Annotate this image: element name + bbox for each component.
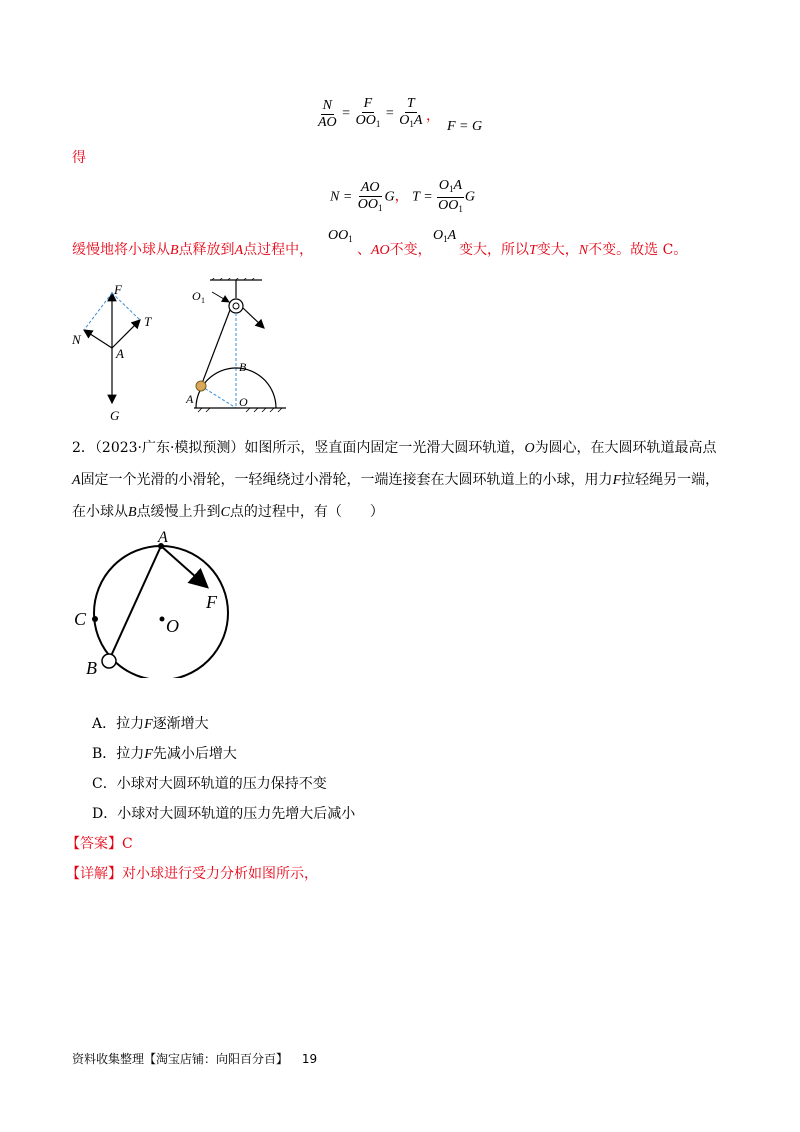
label-n: N xyxy=(72,332,81,347)
var-a: A xyxy=(72,473,81,488)
option-a[interactable] xyxy=(92,714,209,735)
option-text: B．拉力 xyxy=(92,746,145,762)
force-n-arrow xyxy=(84,330,112,348)
force-diagram xyxy=(60,278,170,426)
text: 点释放到 xyxy=(178,242,235,258)
label-g: G xyxy=(110,408,120,423)
var-b: B xyxy=(170,243,179,258)
point-c xyxy=(92,616,98,622)
question-line-2 xyxy=(72,470,719,491)
num-text: O xyxy=(438,178,450,193)
detail-text: 对小球进行受力分析如图所示， xyxy=(122,866,318,882)
option-text: 逐渐增大 xyxy=(152,716,209,732)
force-f-arrow xyxy=(161,546,206,586)
numerator: AO xyxy=(360,179,380,195)
option-var: F xyxy=(144,717,153,732)
numerator: T xyxy=(406,96,415,111)
fraction-n-ao xyxy=(316,98,339,131)
text: 拉轻绳另一端， xyxy=(621,472,720,488)
den-text: O xyxy=(399,113,410,128)
numerator xyxy=(437,178,464,198)
label-c: C xyxy=(74,609,87,629)
t-equals: T = xyxy=(412,189,433,205)
answer-value: C xyxy=(122,836,133,852)
option-b[interactable] xyxy=(92,744,237,765)
option-text: C．小球对大圆环轨道的压力保持不变 xyxy=(92,776,327,792)
pulley-diagram xyxy=(182,278,292,413)
separator: ， xyxy=(394,189,409,205)
de-label: 得 xyxy=(72,150,86,166)
var-a: A xyxy=(234,243,244,258)
conclusion-line-3 xyxy=(459,240,687,261)
label-o: O xyxy=(192,289,201,303)
var-t: T xyxy=(529,243,537,258)
numerator: N xyxy=(322,97,332,113)
text: 变大，所以 xyxy=(459,242,529,258)
subscript: 1 xyxy=(449,184,454,194)
fraction-ao-oo1 xyxy=(356,180,385,216)
rope xyxy=(201,310,230,386)
page-footer xyxy=(72,1050,317,1067)
var-o: O xyxy=(524,441,535,456)
text: 2．（2023·广东·模拟预测）如图所示，竖直面内固定一光滑大圆环轨道， xyxy=(72,440,525,456)
rope-pull-arrow xyxy=(243,308,264,328)
text: 变大， xyxy=(536,242,579,258)
question-line-1 xyxy=(72,438,717,459)
label-f: F xyxy=(206,592,217,612)
dashed-line xyxy=(112,293,140,320)
n-equals: N = xyxy=(330,189,353,205)
label-o-center: O xyxy=(239,395,248,409)
option-var: F xyxy=(144,747,153,762)
fraction-t-o1a xyxy=(397,96,424,132)
var-b: B xyxy=(128,505,137,520)
dashed-ao xyxy=(201,386,236,408)
inline-oo1 xyxy=(328,228,353,244)
o1-pointer xyxy=(212,292,229,302)
pulley-wheel xyxy=(229,299,243,313)
answer-line xyxy=(66,834,133,854)
small-ball xyxy=(102,654,116,668)
formula-result-line xyxy=(330,178,475,217)
text: 、 xyxy=(357,242,371,258)
option-text: A．拉力 xyxy=(92,716,145,732)
var-n: N xyxy=(578,243,589,258)
a-text: A xyxy=(447,228,457,243)
option-text: D．小球对大圆环轨道的压力先增大后减小 xyxy=(92,806,356,822)
formula-f-equals-g: F = G xyxy=(447,119,483,134)
dashed-line xyxy=(84,293,112,330)
text: 不变， xyxy=(389,242,432,258)
subscript: 1 xyxy=(443,234,448,244)
denominator xyxy=(354,113,383,132)
page-number: 19 xyxy=(301,1052,318,1066)
label-o: O xyxy=(166,616,179,636)
label-a: A xyxy=(116,346,124,361)
o-text: O xyxy=(433,228,444,243)
option-text: 先减小后增大 xyxy=(152,746,237,762)
num-tail: A xyxy=(453,178,463,193)
den-tail: A xyxy=(413,113,423,128)
force-t-arrow xyxy=(112,320,140,348)
detail-tag: 【详解】 xyxy=(66,866,122,882)
ball xyxy=(196,381,206,391)
var-f: F xyxy=(612,473,622,488)
pulley-axle xyxy=(233,303,239,309)
subscript: 1 xyxy=(378,202,383,213)
formula-ratio-line: $\frac{N}{AO}$ = $\frac{F}{OO_1}$ = $\frac{T}{O_1A}$ xyxy=(316,96,424,132)
den-text: OO xyxy=(357,196,379,212)
var-c: C xyxy=(220,505,230,520)
g-factor: G xyxy=(384,189,395,205)
footer-text: 资料收集整理【淘宝店铺：向阳百分百】 xyxy=(72,1052,289,1066)
oo-text: OO xyxy=(328,228,349,243)
label-t: T xyxy=(144,314,152,329)
den-text: OO xyxy=(355,113,376,128)
denominator xyxy=(436,198,465,217)
option-d[interactable] xyxy=(92,804,355,824)
text: 点过程中， xyxy=(243,242,314,258)
fraction-f-oo1 xyxy=(354,96,383,132)
label-b: B xyxy=(86,658,97,678)
ring-diagram xyxy=(66,528,236,678)
numerator: F xyxy=(363,96,373,111)
subscript: 1 xyxy=(458,204,463,214)
text: 固定一个光滑的小滑轮，一轻绳绕过小滑轮，一端连接套在大圆环轨道上的小球，用力 xyxy=(80,472,613,488)
conclusion-line xyxy=(72,240,313,261)
text: 缓慢地将小球从 xyxy=(72,242,170,258)
question-line-3 xyxy=(72,502,384,523)
answer-tag: 【答案】 xyxy=(66,836,122,852)
conclusion-line-2 xyxy=(357,240,432,261)
label-o-sub: 1 xyxy=(201,296,205,305)
text: 在小球从 xyxy=(72,504,128,520)
label-b: B xyxy=(239,360,247,374)
label-a: A xyxy=(186,392,194,406)
subscript: 1 xyxy=(375,119,381,129)
g-factor: G xyxy=(464,189,475,205)
inline-o1a xyxy=(433,228,456,244)
text: 不变。故选 C。 xyxy=(588,242,688,258)
subscript: 1 xyxy=(409,119,414,129)
denominator: AO xyxy=(318,114,337,130)
den-text: OO xyxy=(438,198,459,213)
detail-line xyxy=(66,864,318,884)
point-o xyxy=(160,617,165,622)
var-ao: AO xyxy=(371,243,390,258)
option-c[interactable] xyxy=(92,774,327,794)
subscript: 1 xyxy=(348,234,353,244)
text: 为圆心，在大圆环轨道最高点 xyxy=(534,440,717,456)
denominator xyxy=(356,197,385,216)
label-a: A xyxy=(158,529,168,546)
text: 点缓慢上升到 xyxy=(136,504,221,520)
label-f: F xyxy=(114,282,122,297)
fraction-o1a-oo1 xyxy=(436,178,465,217)
text: 点的过程中，有（ ） xyxy=(229,504,384,520)
denominator xyxy=(397,113,424,132)
formula-comma: ， xyxy=(426,108,440,124)
